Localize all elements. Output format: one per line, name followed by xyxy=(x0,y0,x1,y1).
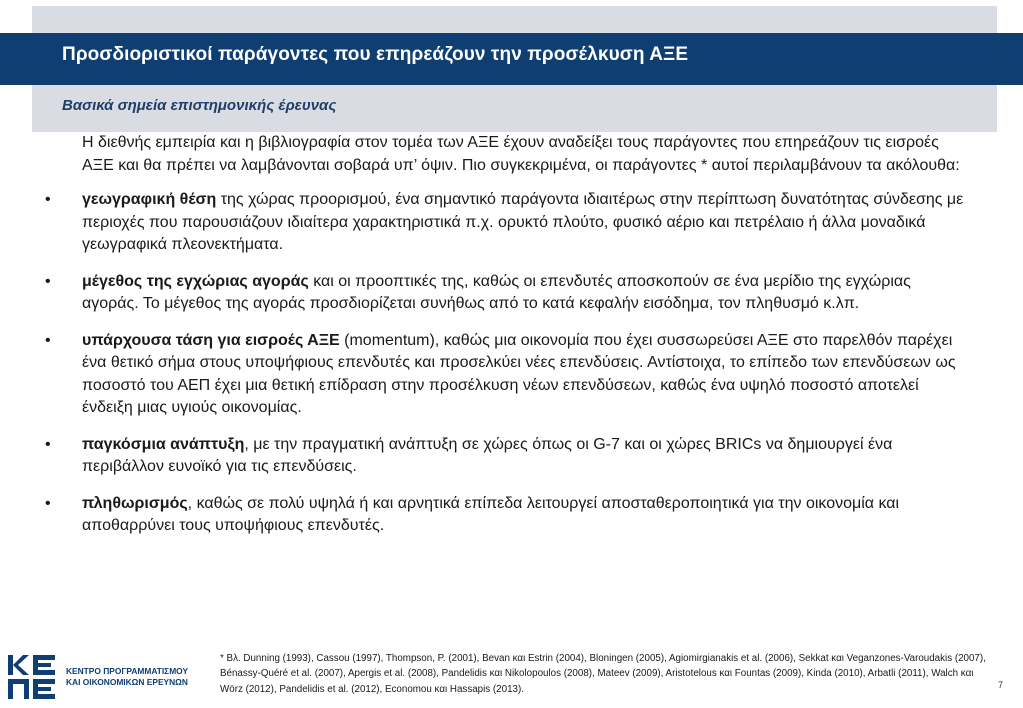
factor-term: μέγεθος της εγχώριας αγοράς xyxy=(82,272,309,290)
kepe-logo-mark-icon xyxy=(6,653,60,701)
logo-text-line2: ΚΑΙ ΟΙΚΟΝΟΜΙΚΩΝ ΕΡΕΥΝΩΝ xyxy=(66,677,188,687)
list-item-market-size xyxy=(40,271,970,316)
slide-subtitle: Βασικά σημεία επιστημονικής έρευνας xyxy=(62,97,337,114)
logo-text xyxy=(66,666,188,688)
factor-term: πληθωρισμός xyxy=(82,494,188,512)
factor-description: , καθώς σε πολύ υψηλά ή και αρνητικά επίπεδα λειτουργεί αποσταθεροποιητικά για την οικονομία και αποθαρρύνει τους υποψήφιους επενδυτές. xyxy=(82,494,900,534)
list-item-global-growth xyxy=(40,434,970,479)
intro-paragraph: Η διεθνής εμπειρία και η βιβλιογραφία στον τομέα των ΑΞΕ έχουν αναδείξει τους παράγοντες που επηρεάζουν τις εισροές ΑΞΕ και θα πρέπει να λαμβάνονται σοβαρά υπ’ όψιν. Πιο συγκεκριμένα, οι παράγοντες * αυτοί περιλαμβάνουν τα ακόλουθα: xyxy=(82,134,960,174)
slide-title: Προσδιοριστικοί παράγοντες που επηρεάζουν την προσέλκυση ΑΞΕ xyxy=(62,44,689,65)
factor-term: παγκόσμια ανάπτυξη xyxy=(82,435,245,453)
factor-description: , με την πραγματική ανάπτυξη σε χώρες όπως οι G-7 και οι χώρες BRICs να δημιουργεί ένα περιβάλλον ευνοϊκό για τις επενδύσεις. xyxy=(82,435,893,475)
factor-description: (momentum), καθώς μια οικονομία που έχει συσσωρεύσει ΑΞΕ στο παρελθόν παρέχει ένα θετικό σήμα στους υποψήφιους επενδυτές και προσελκύει νέες επενδύσεις. Αντίστοιχα, το επίπεδο των επενδύσεων ως ποσοστό του ΑΕΠ έχει μια θετική επίδραση στην προσέλκυση νέων επενδύσεων, καθώς ένα υψηλό ποσοστό αποτελεί ένδειξη μιας υγιούς οικονομίας. xyxy=(82,331,956,416)
references-footnote: * Βλ. Dunning (1993), Cassou (1997), Thompson, P. (2001), Bevan και Estrin (2004), Bloningen (2005), Agiomirgianakis et al. (2006), Sekkat και Veganzones-Varoudakis (2007), Bénassy-Quéré et al. (2007), Apergis et al. (2008), Pandelidis και Nikolopoulos (2008), Mateev (2009), Aristotelous και Fountas (2009), Kinda (2010), Arbatli (2011), Walch και Wörz (2012), Pandelidis et al. (2012), Economou και Hassapis (2013). xyxy=(220,653,986,695)
bullet-icon: • xyxy=(45,272,51,290)
list-item-fdi-momentum xyxy=(40,330,970,420)
page-number: 7 xyxy=(998,680,1004,690)
bullet-icon: • xyxy=(45,331,51,349)
bullet-icon: • xyxy=(45,191,51,208)
slide-body xyxy=(40,132,970,552)
logo-text-line1: ΚΕΝΤΡΟ ΠΡΟΓΡΑΜΜΑΤΙΣΜΟΥ xyxy=(66,666,189,676)
bullet-icon: • xyxy=(45,435,51,453)
list-item-geographic-location xyxy=(40,189,970,257)
factor-description: της χώρας προορισμού, ένα σημαντικό παράγοντα ιδιαιτέρως στην περίπτωση δυνατότητας σύνδεσης με περιοχές που παρουσιάζουν ιδιαίτερα χαρακτηριστικά π.χ. ορυκτό πλούτο, φυσικό αέριο και πετρέλαιο ή άλλα μοναδικά γεωγραφικά πλεονεκτήματα. xyxy=(82,191,964,253)
factor-term: υπάρχουσα τάση για εισροές ΑΞΕ xyxy=(82,331,340,349)
bullet-icon: • xyxy=(45,494,51,512)
factor-term: γεωγραφική θέση xyxy=(82,191,217,208)
factor-description: και οι προοπτικές της, καθώς οι επενδυτές αποσκοπούν σε ένα μερίδιο της εγχώριας αγοράς. Το μέγεθος της αγοράς προσδιορίζεται συνήθως από το κατά κεφαλήν εισόδημα, τον πληθυσμό κ.λπ. xyxy=(82,272,911,312)
list-item-inflation xyxy=(40,493,970,538)
kepe-logo xyxy=(6,653,211,701)
factor-list xyxy=(40,189,970,538)
